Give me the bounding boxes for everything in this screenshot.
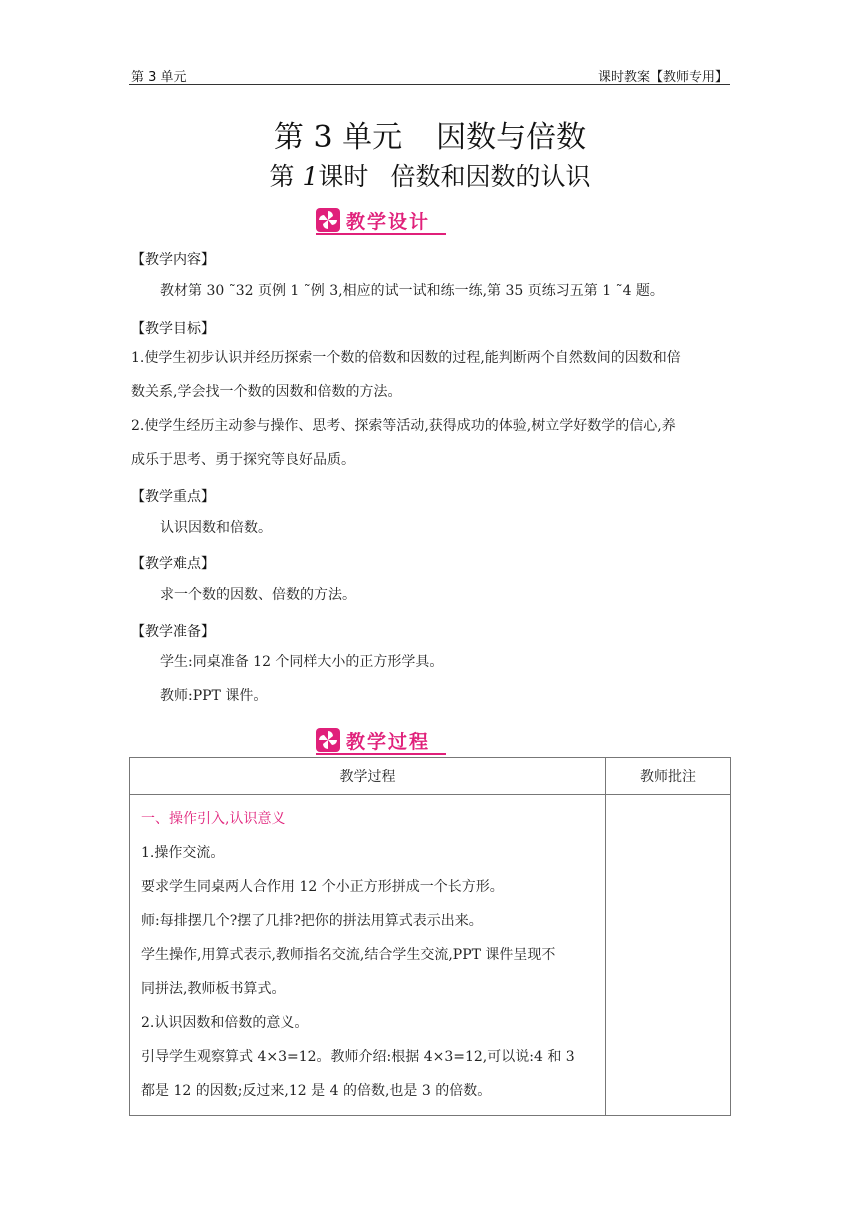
key-point-text: 认识因数和倍数。 xyxy=(160,520,272,536)
title-unit: 第 3 单元 xyxy=(273,120,403,155)
section-heading-key: 【教学重点】 xyxy=(131,489,215,505)
teaching-process-table xyxy=(129,757,731,1116)
process-line: 2.认识因数和倍数的意义。 xyxy=(141,1015,309,1031)
preparation-teacher: 教师:PPT 课件。 xyxy=(160,688,268,704)
subtitle-prefix: 第 xyxy=(269,162,295,191)
process-line: 师:每排摆几个?摆了几排?把你的拼法用算式表示出来。 xyxy=(141,913,483,929)
lesson-subtitle xyxy=(0,157,860,193)
subtitle-number: 1 xyxy=(302,162,319,191)
pinwheel-logo-icon xyxy=(316,208,340,232)
content-text: 教材第 30 ˜32 页例 1 ˜例 3,相应的试一试和练一练,第 35 页练习五第 1 ˜4 题。 xyxy=(160,283,664,299)
process-line: 同拼法,教师板书算式。 xyxy=(141,981,286,997)
section-heading-goals: 【教学目标】 xyxy=(131,321,215,337)
section-heading-difficulty: 【教学难点】 xyxy=(131,556,215,572)
banner-underline xyxy=(316,233,446,235)
process-line: 引导学生观察算式 4×3=12。教师介绍:根据 4×3=12,可以说:4 和 3 xyxy=(141,1049,575,1065)
section-banner-process xyxy=(316,727,430,753)
column-header-notes: 教师批注 xyxy=(606,758,731,795)
section-banner-design xyxy=(316,207,430,233)
teacher-notes-cell[interactable] xyxy=(606,795,731,1116)
table-header-row xyxy=(130,758,731,795)
goal-2-line-2: 成乐于思考、勇于探究等良好品质。 xyxy=(131,452,355,468)
process-line: 都是 12 的因数;反过来,12 是 4 的倍数,也是 3 的倍数。 xyxy=(141,1083,492,1099)
goal-1-line-1: 1.使学生初步认识并经历探索一个数的倍数和因数的过程,能判断两个自然数间的因数和倍 xyxy=(131,350,681,366)
page-title xyxy=(0,112,860,156)
running-header-left: 第 3 单元 xyxy=(131,70,187,85)
title-topic: 因数与倍数 xyxy=(436,120,587,155)
process-line: 学生操作,用算式表示,教师指名交流,结合学生交流,PPT 课件呈现不 xyxy=(141,947,556,963)
column-header-process: 教学过程 xyxy=(130,758,606,795)
section-heading-preparation: 【教学准备】 xyxy=(131,624,215,640)
banner-process-label: 教学过程 xyxy=(346,730,431,753)
subtitle-lesson: 课时 xyxy=(318,162,369,191)
process-cell xyxy=(130,795,606,1116)
difficulty-text: 求一个数的因数、倍数的方法。 xyxy=(160,587,356,603)
goal-2-line-1: 2.使学生经历主动参与操作、思考、探索等活动,获得成功的体验,树立学好数学的信心,养 xyxy=(131,418,676,434)
goal-1-line-2: 数关系,学会找一个数的因数和倍数的方法。 xyxy=(131,384,402,400)
running-header-right: 课时教案【教师专用】 xyxy=(597,70,728,85)
step-heading: 一、操作引入,认识意义 xyxy=(141,811,286,827)
section-heading-content: 【教学内容】 xyxy=(131,252,215,268)
process-line: 1.操作交流。 xyxy=(141,845,225,861)
table-row xyxy=(130,795,731,1116)
preparation-student: 学生:同桌准备 12 个同样大小的正方形学具。 xyxy=(160,654,444,670)
header-rule xyxy=(129,84,730,85)
banner-design-label: 教学设计 xyxy=(346,210,431,233)
banner-underline xyxy=(316,753,446,755)
process-line: 要求学生同桌两人合作用 12 个小正方形拼成一个长方形。 xyxy=(141,879,504,895)
pinwheel-logo-icon xyxy=(316,728,340,752)
subtitle-topic: 倍数和因数的认识 xyxy=(390,162,591,191)
